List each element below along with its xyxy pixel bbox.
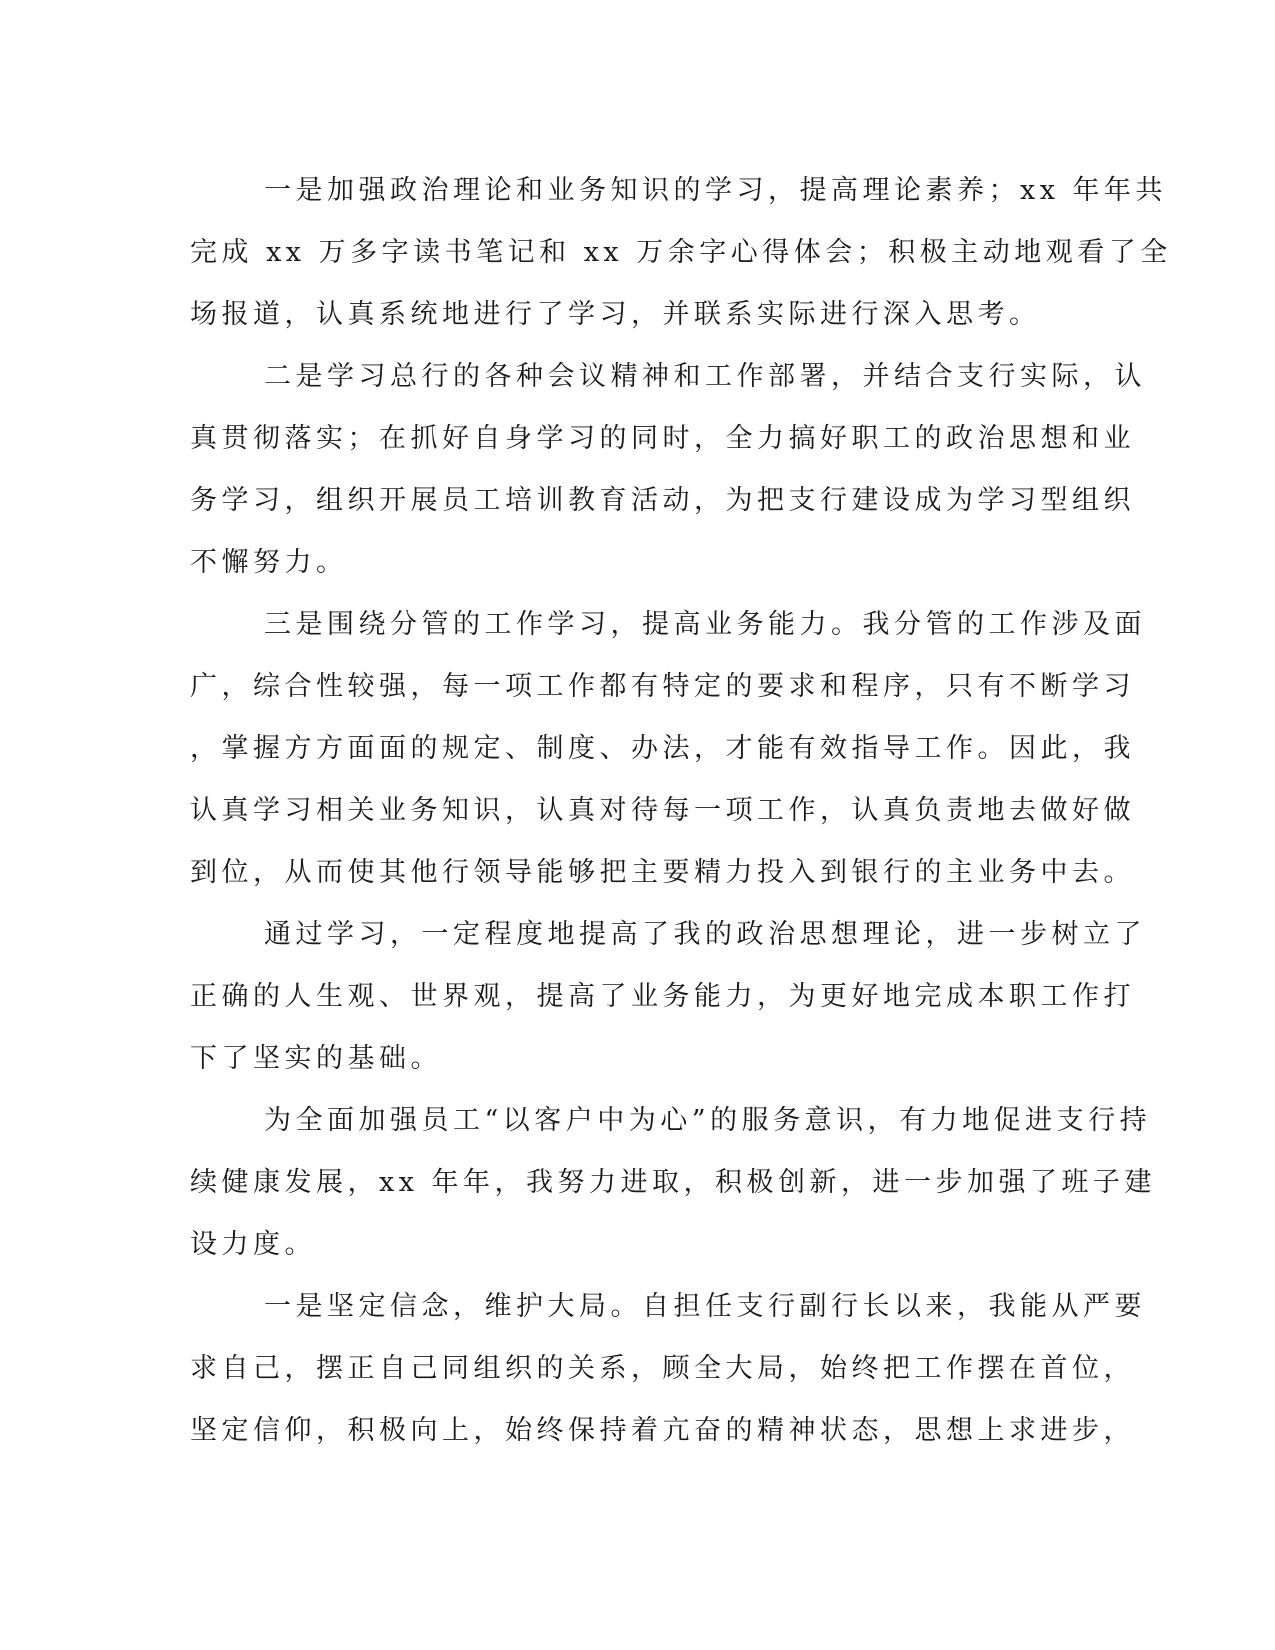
text-line: 一是加强政治理论和业务知识的学习，提高理论素养；xx 年年共 [264,175,1168,206]
text-line: 二是学习总行的各种会议精神和工作部署，并结合支行实际，认 [264,361,1146,392]
text-line: 正确的人生观、世界观，提高了业务能力，为更好地完成本职工作打 [190,981,1135,1012]
text-line: 坚定信仰，积极向上，始终保持着亢奋的精神状态，思想上求进步， [190,1415,1135,1446]
text-line: 真贯彻落实；在抓好自身学习的同时，全力搞好职工的政治思想和业 [190,423,1135,454]
text-line: ，掌握方方面面的规定、制度、办法，才能有效指导工作。因此，我 [190,733,1135,764]
text-line: 广，综合性较强，每一项工作都有特定的要求和程序，只有不断学习 [190,671,1135,702]
text-line: 完成 xx 万多字读书笔记和 xx 万余字心得体会；积极主动地观看了全 [190,237,1172,268]
text-line: 续健康发展，xx 年年，我努力进取，积极创新，进一步加强了班子建 [190,1167,1157,1198]
text-line: 不懈努力。 [190,547,348,578]
document-body [190,160,1172,1462]
text-line: 通过学习，一定程度地提高了我的政治思想理论，进一步树立了 [264,919,1146,950]
text-line: 三是围绕分管的工作学习，提高业务能力。我分管的工作涉及面 [264,609,1146,640]
text-line: 到位，从而使其他行领导能够把主要精力投入到银行的主业务中去。 [190,857,1135,888]
text-line: 务学习，组织开展员工培训教育活动，为把支行建设成为学习型组织 [190,485,1135,516]
text-line: 为全面加强员工“以客户中为心”的服务意识，有力地促进支行持 [264,1105,1152,1136]
text-line: 场报道，认真系统地进行了学习，并联系实际进行深入思考。 [190,299,1041,330]
text-line: 认真学习相关业务知识，认真对待每一项工作，认真负责地去做好做 [190,795,1135,826]
text-line: 下了坚实的基础。 [190,1043,442,1074]
text-line: 设力度。 [190,1229,316,1260]
text-line: 一是坚定信念，维护大局。自担任支行副行长以来，我能从严要 [264,1291,1146,1322]
text-line: 求自己，摆正自己同组织的关系，顾全大局，始终把工作摆在首位， [190,1353,1135,1384]
